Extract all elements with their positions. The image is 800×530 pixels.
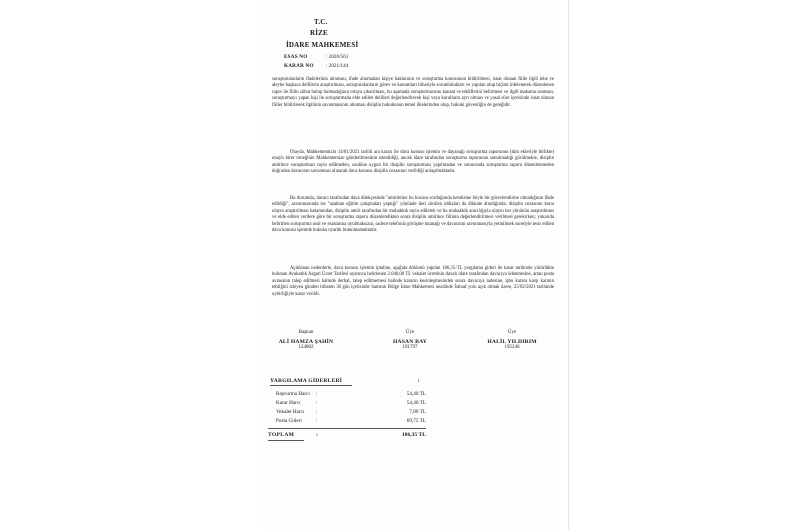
cost-row-colon: : [316,409,318,415]
karar-no-value: : 2021/144 [326,63,349,69]
esas-no-value: : 2020/561 [326,54,349,60]
cost-row [276,400,426,408]
cost-row-amount: 54,40 TL [406,391,426,397]
costs-total-colon: : [316,432,318,438]
signature-role: Başkan [298,330,314,335]
signature-number: 195246 [504,345,520,350]
signature-number: 191797 [402,345,418,350]
signature-name: HALİL YILDIRIM [487,339,537,345]
cost-row-colon: : [316,400,318,406]
signature-role: Üye [405,330,415,335]
page-edge-line [568,0,569,530]
karar-no-label: KARAR NO [284,63,314,69]
costs-title-text: YARGILAMA GİDERLERİ [270,378,343,384]
cost-row [276,391,426,399]
cost-row-amount: 54,40 TL [406,400,426,406]
header-tc: T.C. [314,18,328,26]
signature-number: 124802 [298,345,314,350]
signature-role: Üye [507,330,517,335]
costs-title-colon: : [417,378,420,384]
document-page [262,0,558,530]
costs-total-amount: 186,35 TL [401,432,426,438]
header-court: İDARE MAHKEMESİ [286,41,359,49]
cost-row [276,409,426,417]
signature-name: ALİ HAMZA ŞAHİN [278,339,334,345]
body-paragraph-2: Olayda, Mahkememizin 14/01/2021 tarihli ara kararı ile dava konusu işlemin ve dayanağı soruşturma raporunun (tüm ekleriyle birlikte) onaylı birer örneğinin Mahkememize gönderilmesinin istenildiği, ancak idare tarafından soruşturma raporunun sunulmadığı görülmekle, disiplin amirince soruşturmacı tayin edilmeden, usulüne uygun bir disiplin soruşturması yapılmadan ve sonucunda soruşturma raporu düzenlenmeden doğrudan davacının savunması alınarak dava konusu disiplin cezasının verildiği anlaşılmaktadır. [272,150,554,175]
cost-row-colon: : [316,391,318,397]
signature-member-1 [370,330,450,350]
cost-row-label: Vekalet Harcı [276,409,305,415]
cost-row [276,418,426,426]
cost-row-colon: : [316,418,318,424]
cost-row-label: Başvurma Harcı [276,391,310,397]
body-paragraph-1: soruşturulanların ifadelerinin alınması, ifade alınmadan kişiye haklarının ve soruşturma konusunun bildirilmesi, isnat olunan fiille ilgili lehe ve aleyhe başkaca delillerin araştırılması, soruşturulanların görev ve konumları itibariyle sorumlulukları ve yapılan olup biçimi irdelenerek düzenlenen rapor ile fiilin sübut bulup bulmadığının ortaya çıkarılması, bu aşamada soruşturmacının kanaat ve tekliflerini belirtmesi ve ilgili makama sunması, soruşturmayı yapan kişi ile soruşturmada elde edilen delilleri değerlendirecek kişi veya kurulların ayrı olması ve yasal süre içerisinde isnat olunan fiiller bildirilerek ilgilinin savunmasının alınması disiplin hukukunun temel ilkelerinden olup, hukuki güvenliğin de gereğidir. [272,77,554,108]
cost-row-label: Karar Harcı [276,400,301,406]
cost-row-amount: 69,75 TL [406,418,426,424]
costs-title [270,378,420,384]
signature-name: HASAN BAY [392,339,428,345]
header-city: RİZE [310,29,328,37]
body-paragraph-4: Açıklanan nedenlerle, dava konusu işlemin iptaline, aşağıda dökümü yapılan 186,35-TL yargılama gideri ile karar tarihinde yürürlükte bulunan Avukatlık Asgari Ücret Tarifesi uyarınca belirlenen 2.040,00 TL vekalet ücretinin davalı idare tarafından davacıya ödenmesine, artan posta avansının talep edilmesi halinde derhal, talep edilmemesi halinde kararın kesinleşmesinden sonra davacıya iadesine, işbu karara karşı kararın tebliğini izleyen günden itibaren 30 gün içerisinde Samsun Bölge İdare Mahkemesi nezdinde İstinaf yolu açık olmak üzere, 25/02/2021 tarihinde oybirliğiyle karar verildi. [272,266,554,297]
body-paragraph-3: Bu durumda, davacı tarafından dava dilekçesinde "amirlerine bu hususu sorduğunda kendisine böyle bir görevlendirme olmadığının ifade edildiği", savunmasında ise "uzaktan eğitim çalışmaları yaptığı" yönünde ileri sürülen iddiaları da dikkate alındığında; disiplin cezasının konu olayın araştırılması bakımından, disiplin amiri tarafından bir muhakkik tayin edilerek ve bu muhakkik aracılığıyla olayın her yönünün araştırılması ve elde edilen verilere göre bir soruşturma raporu düzenlendikten sonra disiplin amirince fiilinin değerlendirilmesi verilmesi gerekirken; yukarıda belirtilen soruşturma usul ve esaslarına uyulmaksızın, sadece telefonla görüşme tutanağı ve davacının savunmasıyla yetinilmek suretiyle tesis edilen dava konusu işlemde hukuka uyarlık bulunmamaktadır. [272,196,554,233]
cost-row-label: Posta Gideri [276,418,302,424]
costs-total-underline [268,440,304,441]
costs-total-divider [268,428,426,429]
esas-no-label: ESAS NO [284,54,308,60]
cost-row-amount: 7,80 TL [409,409,426,415]
signature-president [266,330,346,350]
costs-title-underline [270,385,352,386]
costs-total-label: TOPLAM [268,432,295,438]
signature-member-2 [472,330,552,350]
